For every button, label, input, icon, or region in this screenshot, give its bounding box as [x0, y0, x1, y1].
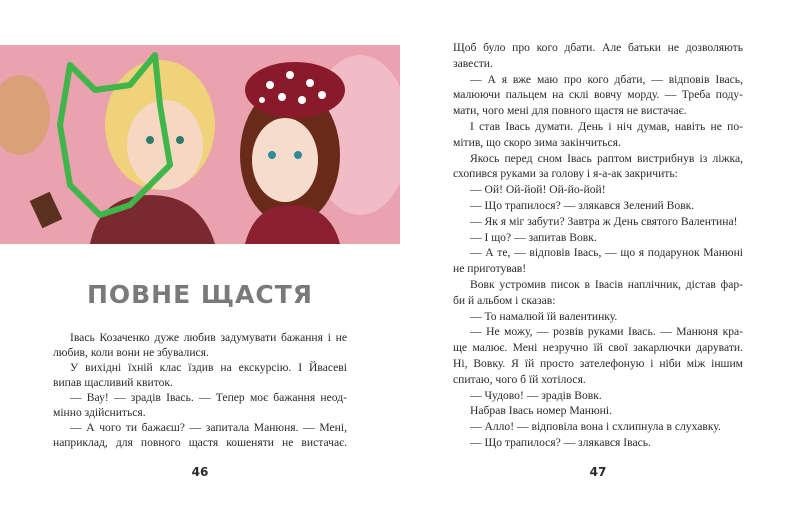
text-line: — Як я міг забути? Завтра ж День святого Валентина!: [470, 214, 738, 228]
text-line: мітив, що скоро зима закінчиться.: [453, 135, 621, 149]
chapter-title: ПОВНЕ ЩАСТЯ: [86, 280, 314, 309]
text-line: мінно здійсниться.: [53, 406, 146, 419]
text-line: Щоб було про кого дбати. Але батьки не дозволяють: [453, 41, 743, 54]
text-line: І став Івась думати. День і ніч думав, навіть не по-: [470, 119, 743, 133]
text-line: любив, коли вони не збувалися.: [53, 346, 209, 359]
text-line: схопився руками за голову і я-а-ак закричить:: [453, 167, 678, 181]
story-illustration: [0, 45, 400, 244]
text-line: — А я вже маю про кого дбати, — відповів Івась,: [470, 72, 743, 86]
text-line: — Чудово! — зрадів Вовк.: [470, 388, 602, 402]
text-line: — Що трапилося? — злякався Зелений Вовк.: [470, 198, 695, 212]
text-line: би й альбом і сказав:: [453, 293, 556, 307]
text-line: — Вау! — зрадів Івась. — Тепер моє бажання неод-: [70, 391, 347, 404]
text-line: завести.: [453, 56, 493, 70]
text-line: — Алло! — відповіла вона і схлипнула в слухавку.: [470, 420, 721, 434]
left-page-text: [53, 330, 347, 450]
text-line: Якось перед сном Івась раптом вистрибнув із ліжка,: [470, 151, 743, 165]
text-line: — І що? — запитав Вовк.: [470, 230, 597, 244]
text-line: не приготував!: [453, 262, 527, 276]
text-line: — А те, — відповів Івась, — що я подарунок Манюні: [470, 246, 743, 260]
page-number-left: 46: [191, 465, 209, 479]
right-page-text: [453, 40, 743, 451]
text-line: — Не можу, — розвів руками Івась. — Манюня кра-: [470, 325, 743, 339]
text-line: — То намалюй їй валентинку.: [470, 309, 618, 323]
text-line: — Ой! Ой-йой! Ой-йо-йой!: [470, 183, 606, 197]
text-line: У вихідні їхній клас їздив на екскурсію. І Йвасеві: [70, 361, 347, 374]
text-line: мати, чого мені для повного щастя не вистачає.: [453, 104, 687, 118]
text-line: Вовк устромив писок в Івасів наплічник, дістав фар-: [470, 277, 743, 291]
text-line: наприклад, для повного щастя кошеняти не вистачає.: [53, 436, 347, 449]
text-line: малюючи пальцем на склі вовчу морду. — Треба поду-: [453, 88, 743, 102]
text-line: Івась Козаченко дуже любив задумувати бажання і не: [70, 331, 347, 344]
text-line: — Що трапилося? — злякався Івась.: [470, 435, 651, 449]
page-number-right: 47: [589, 465, 607, 479]
text-line: Ні, Вовку. Я їй просто зателефоную і ніби між іншим: [453, 356, 743, 370]
text-line: — А чого ти бажаєш? — запитала Манюня. — Мені,: [70, 421, 347, 434]
text-line: Набрав Івась номер Манюні.: [470, 404, 612, 418]
text-line: випав щасливий квиток.: [53, 376, 173, 389]
text-line: спитаю, чого б їй хотілося.: [453, 372, 586, 386]
text-line: ще малює. Мені незручно їй свої закарлючки дарувати.: [453, 341, 743, 355]
